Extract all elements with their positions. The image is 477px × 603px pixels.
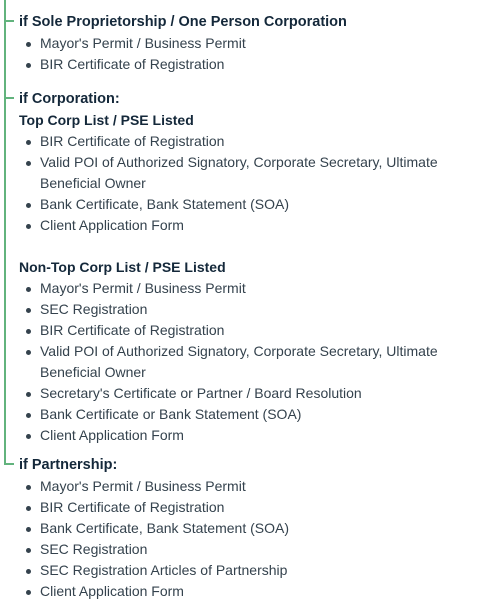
tree-connector-line <box>4 0 6 464</box>
list-item-text: Client Application Form <box>40 217 184 233</box>
tree-branch-tick <box>4 463 14 465</box>
bullet-icon <box>26 392 31 397</box>
list-item <box>19 194 471 215</box>
tree-branch-tick <box>4 20 14 22</box>
bullet-icon <box>26 140 31 145</box>
requirements-list <box>19 476 471 602</box>
list-item-text: Mayor's Permit / Business Permit <box>40 280 246 296</box>
bullet-icon <box>26 434 31 439</box>
group-heading: Top Corp List / PSE Listed <box>19 112 194 128</box>
bullet-icon <box>26 63 31 68</box>
section-corporation <box>19 89 471 446</box>
bullet-icon <box>26 548 31 553</box>
list-item-text: SEC Registration <box>40 301 148 317</box>
list-item-text: Valid POI of Authorized Signatory, Corporate Secretary, Ultimate Beneficial Owner <box>40 343 438 380</box>
section-title: if Sole Proprietorship / One Person Corporation <box>19 14 347 30</box>
list-item-text: Secretary's Certificate or Partner / Board Resolution <box>40 385 362 401</box>
list-item <box>19 341 471 383</box>
list-item <box>19 476 471 497</box>
list-item <box>19 581 471 602</box>
bullet-icon <box>26 203 31 208</box>
requirements-list <box>19 131 471 236</box>
list-item <box>19 131 471 152</box>
bullet-icon <box>26 413 31 418</box>
list-item-text: Mayor's Permit / Business Permit <box>40 478 246 494</box>
list-item-text: Mayor's Permit / Business Permit <box>40 35 246 51</box>
section-partnership <box>19 455 471 602</box>
section-sole-proprietorship <box>19 12 471 75</box>
requirements-list <box>19 33 471 75</box>
list-item <box>19 33 471 54</box>
list-item <box>19 383 471 404</box>
list-item <box>19 560 471 581</box>
list-item <box>19 278 471 299</box>
list-item <box>19 54 471 75</box>
list-item-text: Client Application Form <box>40 583 184 599</box>
list-item <box>19 299 471 320</box>
list-item <box>19 215 471 236</box>
bullet-icon <box>26 224 31 229</box>
list-item <box>19 425 471 446</box>
list-item <box>19 497 471 518</box>
list-item-text: BIR Certificate of Registration <box>40 499 225 515</box>
list-item-text: BIR Certificate of Registration <box>40 322 225 338</box>
bullet-icon <box>26 287 31 292</box>
bullet-icon <box>26 161 31 166</box>
section-title: if Partnership: <box>19 457 118 473</box>
list-item-text: Bank Certificate, Bank Statement (SOA) <box>40 520 289 536</box>
list-item-text: Client Application Form <box>40 427 184 443</box>
bullet-icon <box>26 329 31 334</box>
bullet-icon <box>26 485 31 490</box>
list-item-text: Valid POI of Authorized Signatory, Corporate Secretary, Ultimate Beneficial Owner <box>40 154 438 191</box>
list-item-text: Bank Certificate or Bank Statement (SOA) <box>40 406 302 422</box>
bullet-icon <box>26 527 31 532</box>
bullet-icon <box>26 506 31 511</box>
list-item <box>19 518 471 539</box>
requirements-list <box>19 278 471 446</box>
list-item <box>19 320 471 341</box>
list-item-text: SEC Registration <box>40 541 148 557</box>
list-item <box>19 539 471 560</box>
tree-branch-tick <box>4 97 14 99</box>
bullet-icon <box>26 308 31 313</box>
bullet-icon <box>26 590 31 595</box>
list-item-text: Bank Certificate, Bank Statement (SOA) <box>40 196 289 212</box>
bullet-icon <box>26 569 31 574</box>
list-item-text: BIR Certificate of Registration <box>40 133 225 149</box>
list-item <box>19 152 471 194</box>
group-heading: Non-Top Corp List / PSE Listed <box>19 259 226 275</box>
list-item-text: SEC Registration Articles of Partnership <box>40 562 288 578</box>
list-item <box>19 404 471 425</box>
list-item-text: BIR Certificate of Registration <box>40 56 225 72</box>
bullet-icon <box>26 350 31 355</box>
section-title: if Corporation: <box>19 91 120 107</box>
bullet-icon <box>26 42 31 47</box>
